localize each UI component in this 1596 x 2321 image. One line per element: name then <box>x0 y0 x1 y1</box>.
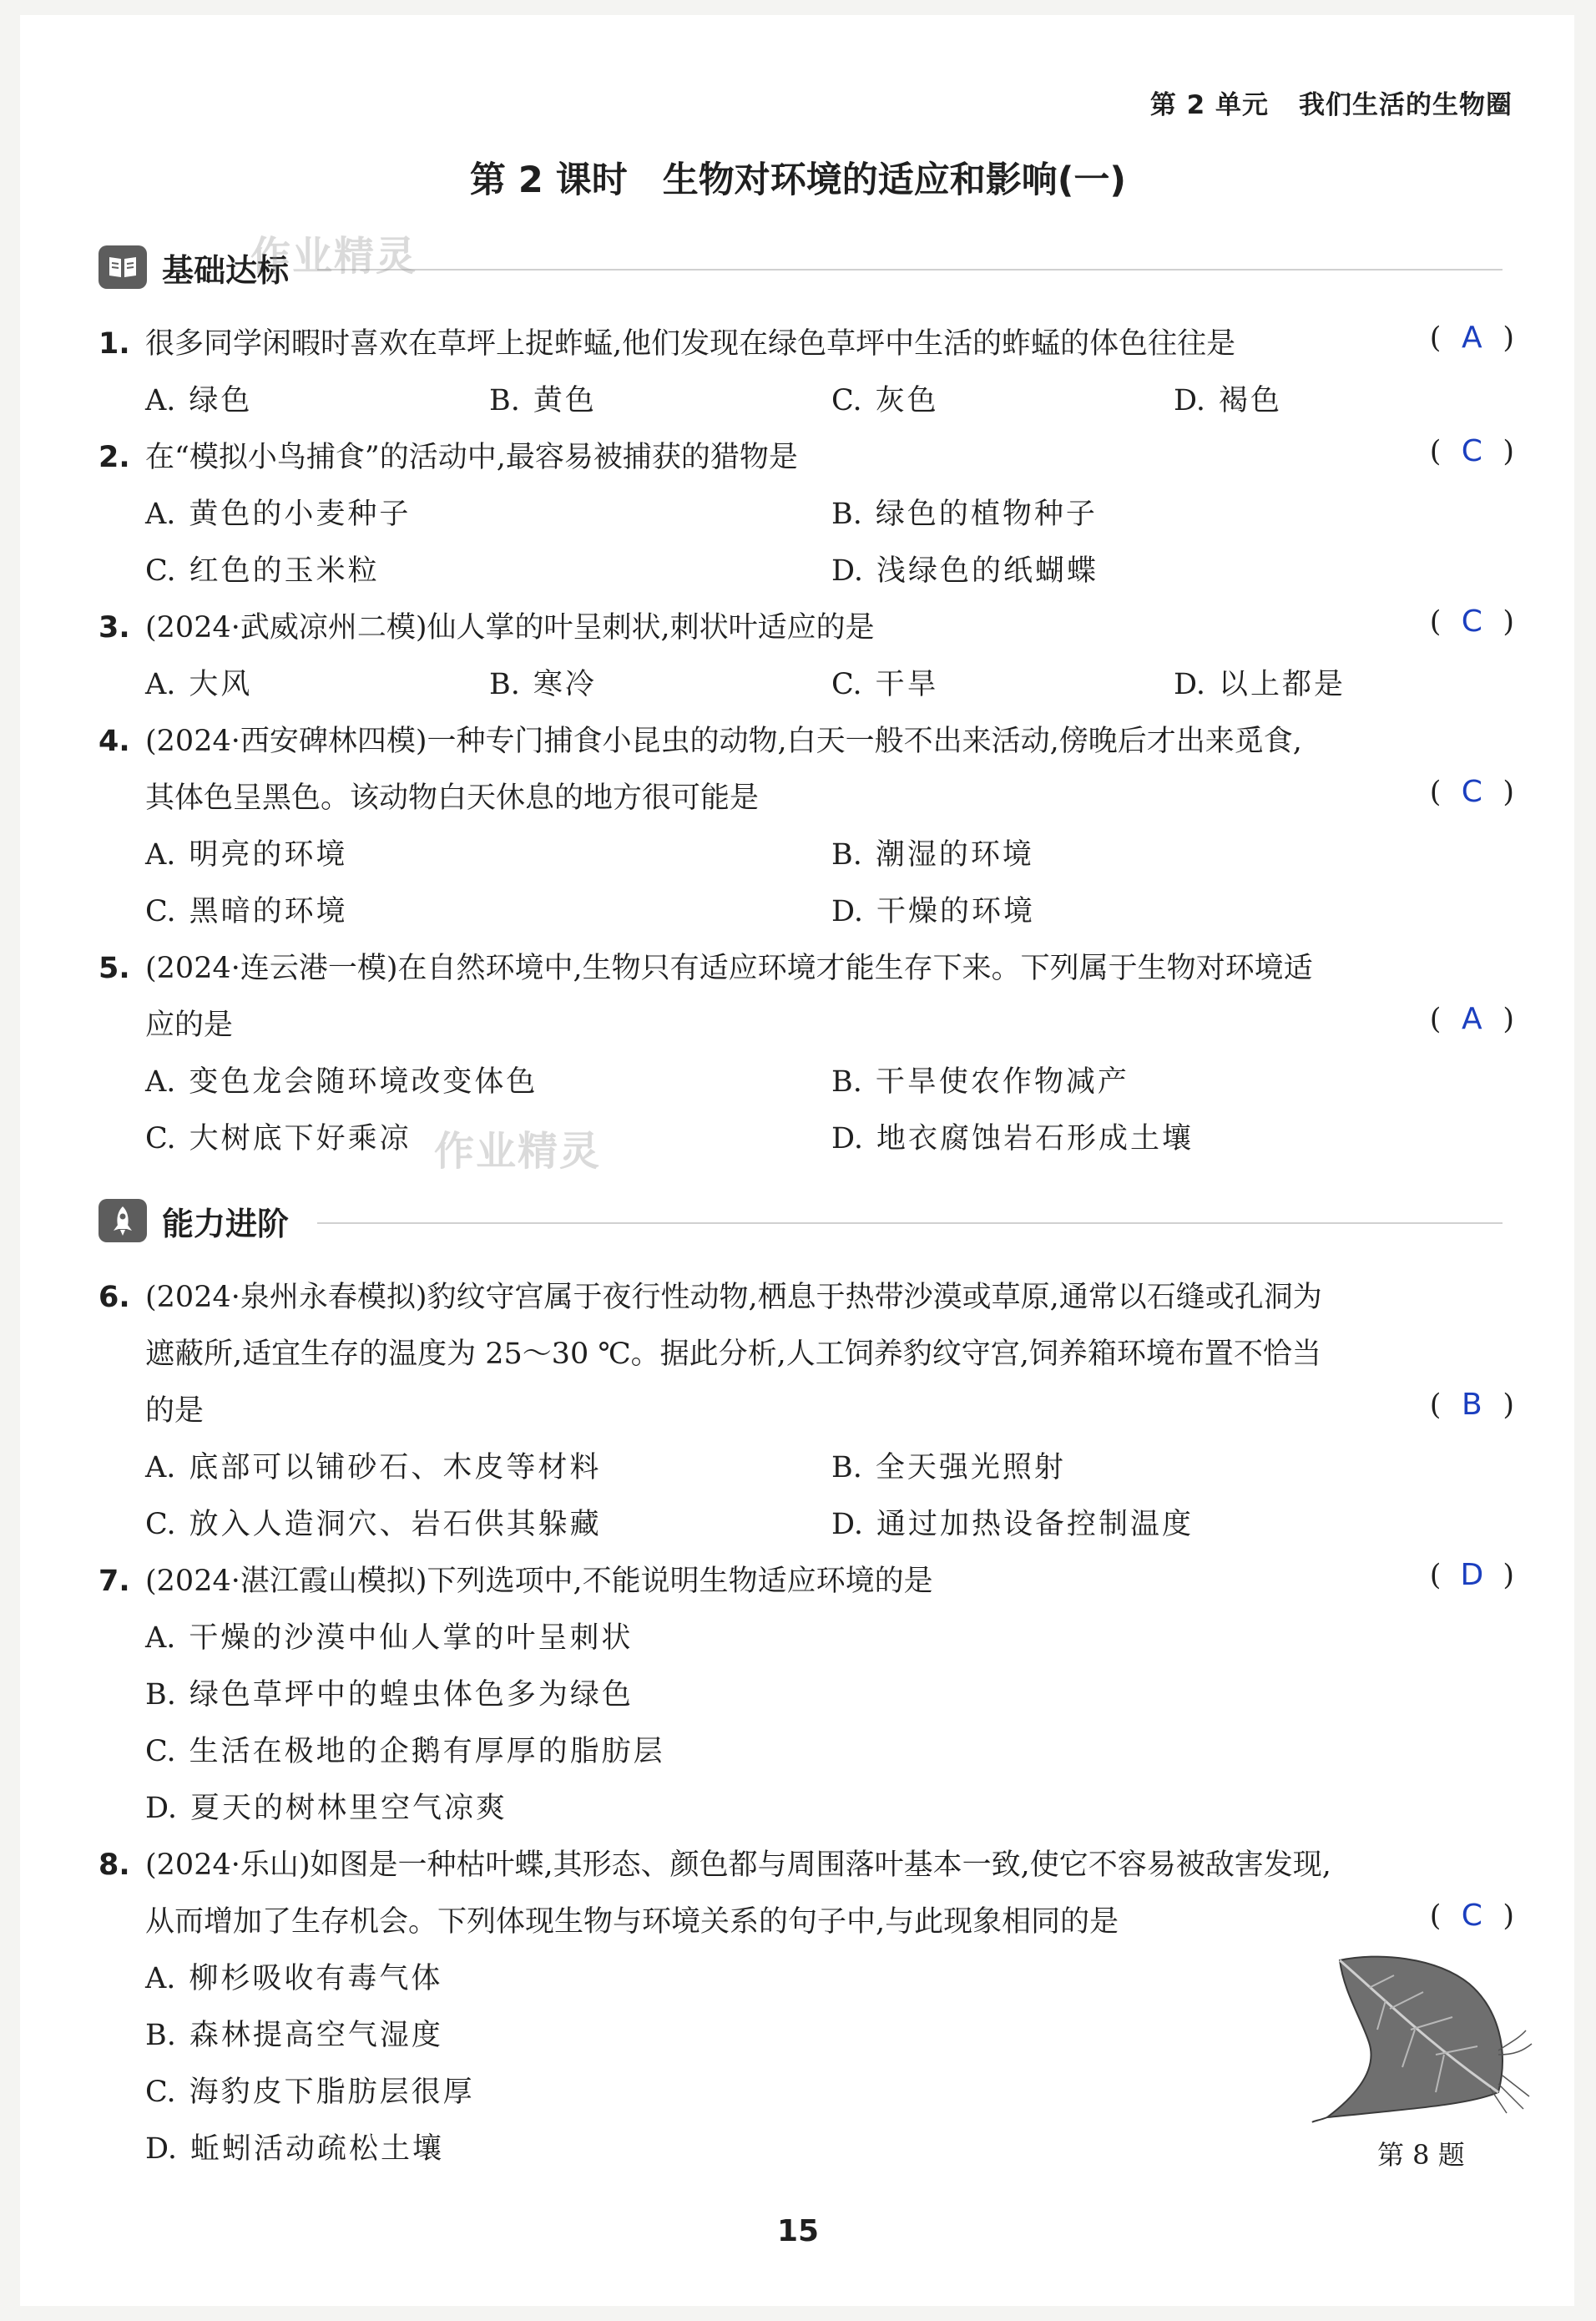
answer-4: ( C ) <box>1429 775 1514 809</box>
watermark: 作业精灵 <box>250 233 418 280</box>
option-1c: C. 灰色 <box>831 384 939 417</box>
unit-number: 第 2 单元 <box>1149 90 1269 120</box>
question-5-line-2: 应的是 <box>145 1009 234 1042</box>
option-4c: C. 黑暗的环境 <box>145 895 348 928</box>
option-1b: B. 黄色 <box>489 384 597 417</box>
option-6a: A. 底部可以铺砂石、木皮等材料 <box>145 1451 602 1484</box>
option-8a: A. 柳杉吸收有毒气体 <box>145 1962 443 1995</box>
section-advanced-label: 能力进阶 <box>162 1205 290 1242</box>
answer-8: ( C ) <box>1429 1899 1514 1933</box>
option-5b: B. 干旱使农作物减产 <box>831 1065 1129 1099</box>
option-6c: C. 放入人造洞穴、岩石供其躲藏 <box>145 1508 602 1541</box>
watermark: 作业精灵 <box>434 1128 602 1175</box>
option-5d: D. 地衣腐蚀岩石形成土壤 <box>831 1122 1194 1155</box>
option-8d: D. 蚯蚓活动疏松土壤 <box>145 2132 444 2166</box>
option-2c: C. 红色的玉米粒 <box>145 554 380 588</box>
option-3c: C. 干旱 <box>831 668 939 701</box>
option-1a: A. 绿色 <box>145 384 253 417</box>
option-2d: D. 浅绿色的纸蝴蝶 <box>831 554 1099 588</box>
option-3d: D. 以上都是 <box>1174 668 1346 701</box>
option-7a: A. 干燥的沙漠中仙人掌的叶呈刺状 <box>145 1621 634 1655</box>
option-4b: B. 潮湿的环境 <box>831 838 1034 872</box>
question-4-line-2: 其体色呈黑色。该动物白天休息的地方很可能是 <box>145 781 760 815</box>
option-5c: C. 大树底下好乘凉 <box>145 1122 412 1155</box>
question-4: 4. (2024·西安碑林四模)一种专门捕食小昆虫的动物,白天一般不出来活动,傍晚后才出来觅食, <box>98 725 1302 758</box>
answer-2: ( C ) <box>1429 434 1514 468</box>
option-7b: B. 绿色草坪中的蝗虫体色多为绿色 <box>145 1678 634 1712</box>
option-2b: B. 绿色的植物种子 <box>831 498 1098 531</box>
option-7d: D. 夏天的树林里空气凉爽 <box>145 1792 508 1825</box>
question-8-line-2: 从而增加了生存机会。下列体现生物与环境关系的句子中,与此现象相同的是 <box>145 1905 1119 1939</box>
option-8c: C. 海豹皮下脂肪层很厚 <box>145 2076 475 2109</box>
option-6d: D. 通过加热设备控制温度 <box>831 1508 1194 1541</box>
answer-5: ( A ) <box>1429 1002 1514 1036</box>
lesson-number: 第 2 课时 <box>469 159 628 201</box>
answer-7: ( D ) <box>1429 1558 1514 1592</box>
option-5a: A. 变色龙会随环境改变体色 <box>145 1065 538 1099</box>
option-7c: C. 生活在极地的企鹅有厚厚的脂肪层 <box>145 1735 665 1768</box>
option-2a: A. 黄色的小麦种子 <box>145 498 412 531</box>
question-6: 6. (2024·泉州永春模拟)豹纹守宫属于夜行性动物,栖息于热带沙漠或草原,通常以石缝或孔洞为 <box>98 1281 1322 1314</box>
section-advanced <box>98 1197 289 1244</box>
question-2: 2. 在“模拟小鸟捕食”的活动中,最容易被捕获的猎物是 <box>98 441 798 474</box>
lesson-title <box>0 152 1596 203</box>
option-1d: D. 褐色 <box>1174 384 1282 417</box>
answer-3: ( C ) <box>1429 604 1514 639</box>
figure-caption: 第 8 题 <box>1377 2139 1465 2171</box>
option-8b: B. 森林提高空气湿度 <box>145 2019 443 2052</box>
unit-title: 我们生活的生物圈 <box>1299 90 1513 120</box>
lesson-topic: 生物对环境的适应和影响(一) <box>662 159 1127 201</box>
section-basic-label: 基础达标 <box>162 251 290 289</box>
question-3: 3. (2024·武威凉州二模)仙人掌的叶呈刺状,刺状叶适应的是 <box>98 611 875 645</box>
answer-6: ( B ) <box>1429 1388 1514 1422</box>
option-3b: B. 寒冷 <box>489 668 597 701</box>
option-6b: B. 全天强光照射 <box>831 1451 1066 1484</box>
option-3a: A. 大风 <box>145 668 253 701</box>
option-4d: D. 干燥的环境 <box>831 895 1035 928</box>
question-5: 5. (2024·连云港一模)在自然环境中,生物只有适应环境才能生存下来。下列属于生物对环境适 <box>98 952 1313 985</box>
option-4a: A. 明亮的环境 <box>145 838 348 872</box>
rocket-icon <box>98 1199 147 1242</box>
question-7: 7. (2024·湛江霞山模拟)下列选项中,不能说明生物适应环境的是 <box>98 1565 933 1598</box>
leaf-butterfly-icon <box>1311 1950 1536 2126</box>
question-8: 8. (2024·乐山)如图是一种枯叶蝶,其形态、颜色都与周围落叶基本一致,使它不容易被敌害发现, <box>98 1848 1331 1882</box>
leaf-butterfly-figure <box>1311 1950 1536 2126</box>
unit-header <box>1150 83 1513 121</box>
question-6-line-3: 的是 <box>145 1394 205 1428</box>
page-number: 15 <box>776 2214 820 2248</box>
question-6-line-2: 遮蔽所,适宜生存的温度为 25～30 ℃。据此分析,人工饲养豹纹守宫,饲养箱环境布置不恰当 <box>145 1337 1321 1371</box>
book-icon <box>98 245 147 289</box>
section-divider <box>317 269 1503 271</box>
answer-1: ( A ) <box>1429 321 1514 355</box>
question-1: 1. 很多同学闲暇时喜欢在草坪上捉蚱蜢,他们发现在绿色草坪中生活的蚱蜢的体色往往是 <box>98 327 1236 361</box>
section-divider <box>317 1222 1503 1224</box>
